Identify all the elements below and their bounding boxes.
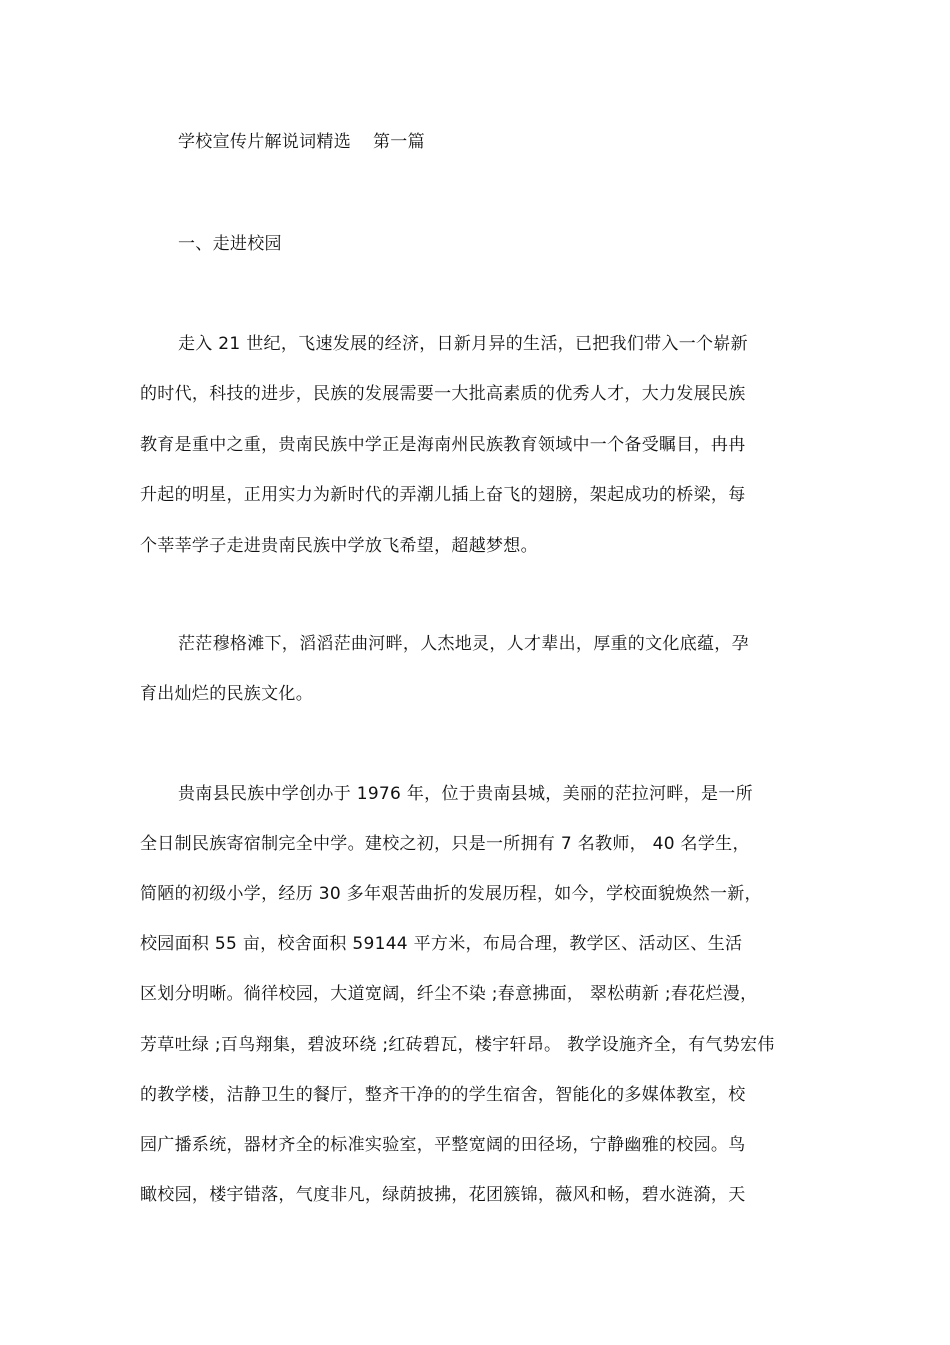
paragraph-line: 校园面积 55 亩，校舍面积 59144 平方米，布局合理，教学区、活动区、生活 [140,934,743,954]
paragraph-line: 芳草吐绿 ;百鸟翔集，碧波环绕 ;红砖碧瓦，楼宇轩昂。 教学设施齐全，有气势宏伟 [140,1035,775,1055]
paragraph-line: 升起的明星，正用实力为新时代的弄潮儿插上奋飞的翅膀，架起成功的桥梁，每 [140,485,746,505]
paragraph-line: 简陋的初级小学，经历 30 多年艰苦曲折的发展历程，如今，学校面貌焕然一新， [140,884,762,904]
paragraph-line: 全日制民族寄宿制完全中学。建校之初，只是一所拥有 7 名教师， 40 名学生， [140,834,750,854]
paragraph-line: 育出灿烂的民族文化。 [140,684,313,704]
document-title-text: 学校宣传片解说词精选 [178,132,351,152]
section-heading: 一、走进校园 [178,234,282,254]
paragraph-line: 走入 21 世纪，飞速发展的经济，日新月异的生活，已把我们带入一个崭新 [178,334,748,354]
paragraph-line: 瞰校园，楼宇错落，气度非凡，绿荫披拂，花团簇锦，薇风和畅，碧水涟漪，天 [140,1185,746,1205]
paragraph-line: 茫茫穆格滩下，滔滔茫曲河畔，人杰地灵，人才辈出，厚重的文化底蕴，孕 [178,634,749,654]
paragraph-line: 教育是重中之重，贵南民族中学正是海南州民族教育领域中一个备受瞩目，冉冉 [140,435,746,455]
document-title [178,131,858,153]
paragraph-line: 贵南县民族中学创办于 1976 年，位于贵南县城，美丽的茫拉河畔，是一所 [178,784,753,804]
paragraph-line: 的教学楼，洁静卫生的餐厅，整齐干净的的学生宿舍，智能化的多媒体教室，校 [140,1085,746,1105]
document-title-suffix: 第一篇 [373,132,425,152]
paragraph-line: 个莘莘学子走进贵南民族中学放飞希望，超越梦想。 [140,536,538,556]
paragraph-line: 的时代，科技的进步，民族的发展需要一大批高素质的优秀人才，大力发展民族 [140,384,746,404]
paragraph-line: 园广播系统，器材齐全的标准实验室，平整宽阔的田径场，宁静幽雅的校园。鸟 [140,1135,746,1155]
paragraph-line: 区划分明晰。徜徉校园，大道宽阔，纤尘不染 ;春意拂面， 翠松萌新 ;春花烂漫， [140,984,758,1004]
